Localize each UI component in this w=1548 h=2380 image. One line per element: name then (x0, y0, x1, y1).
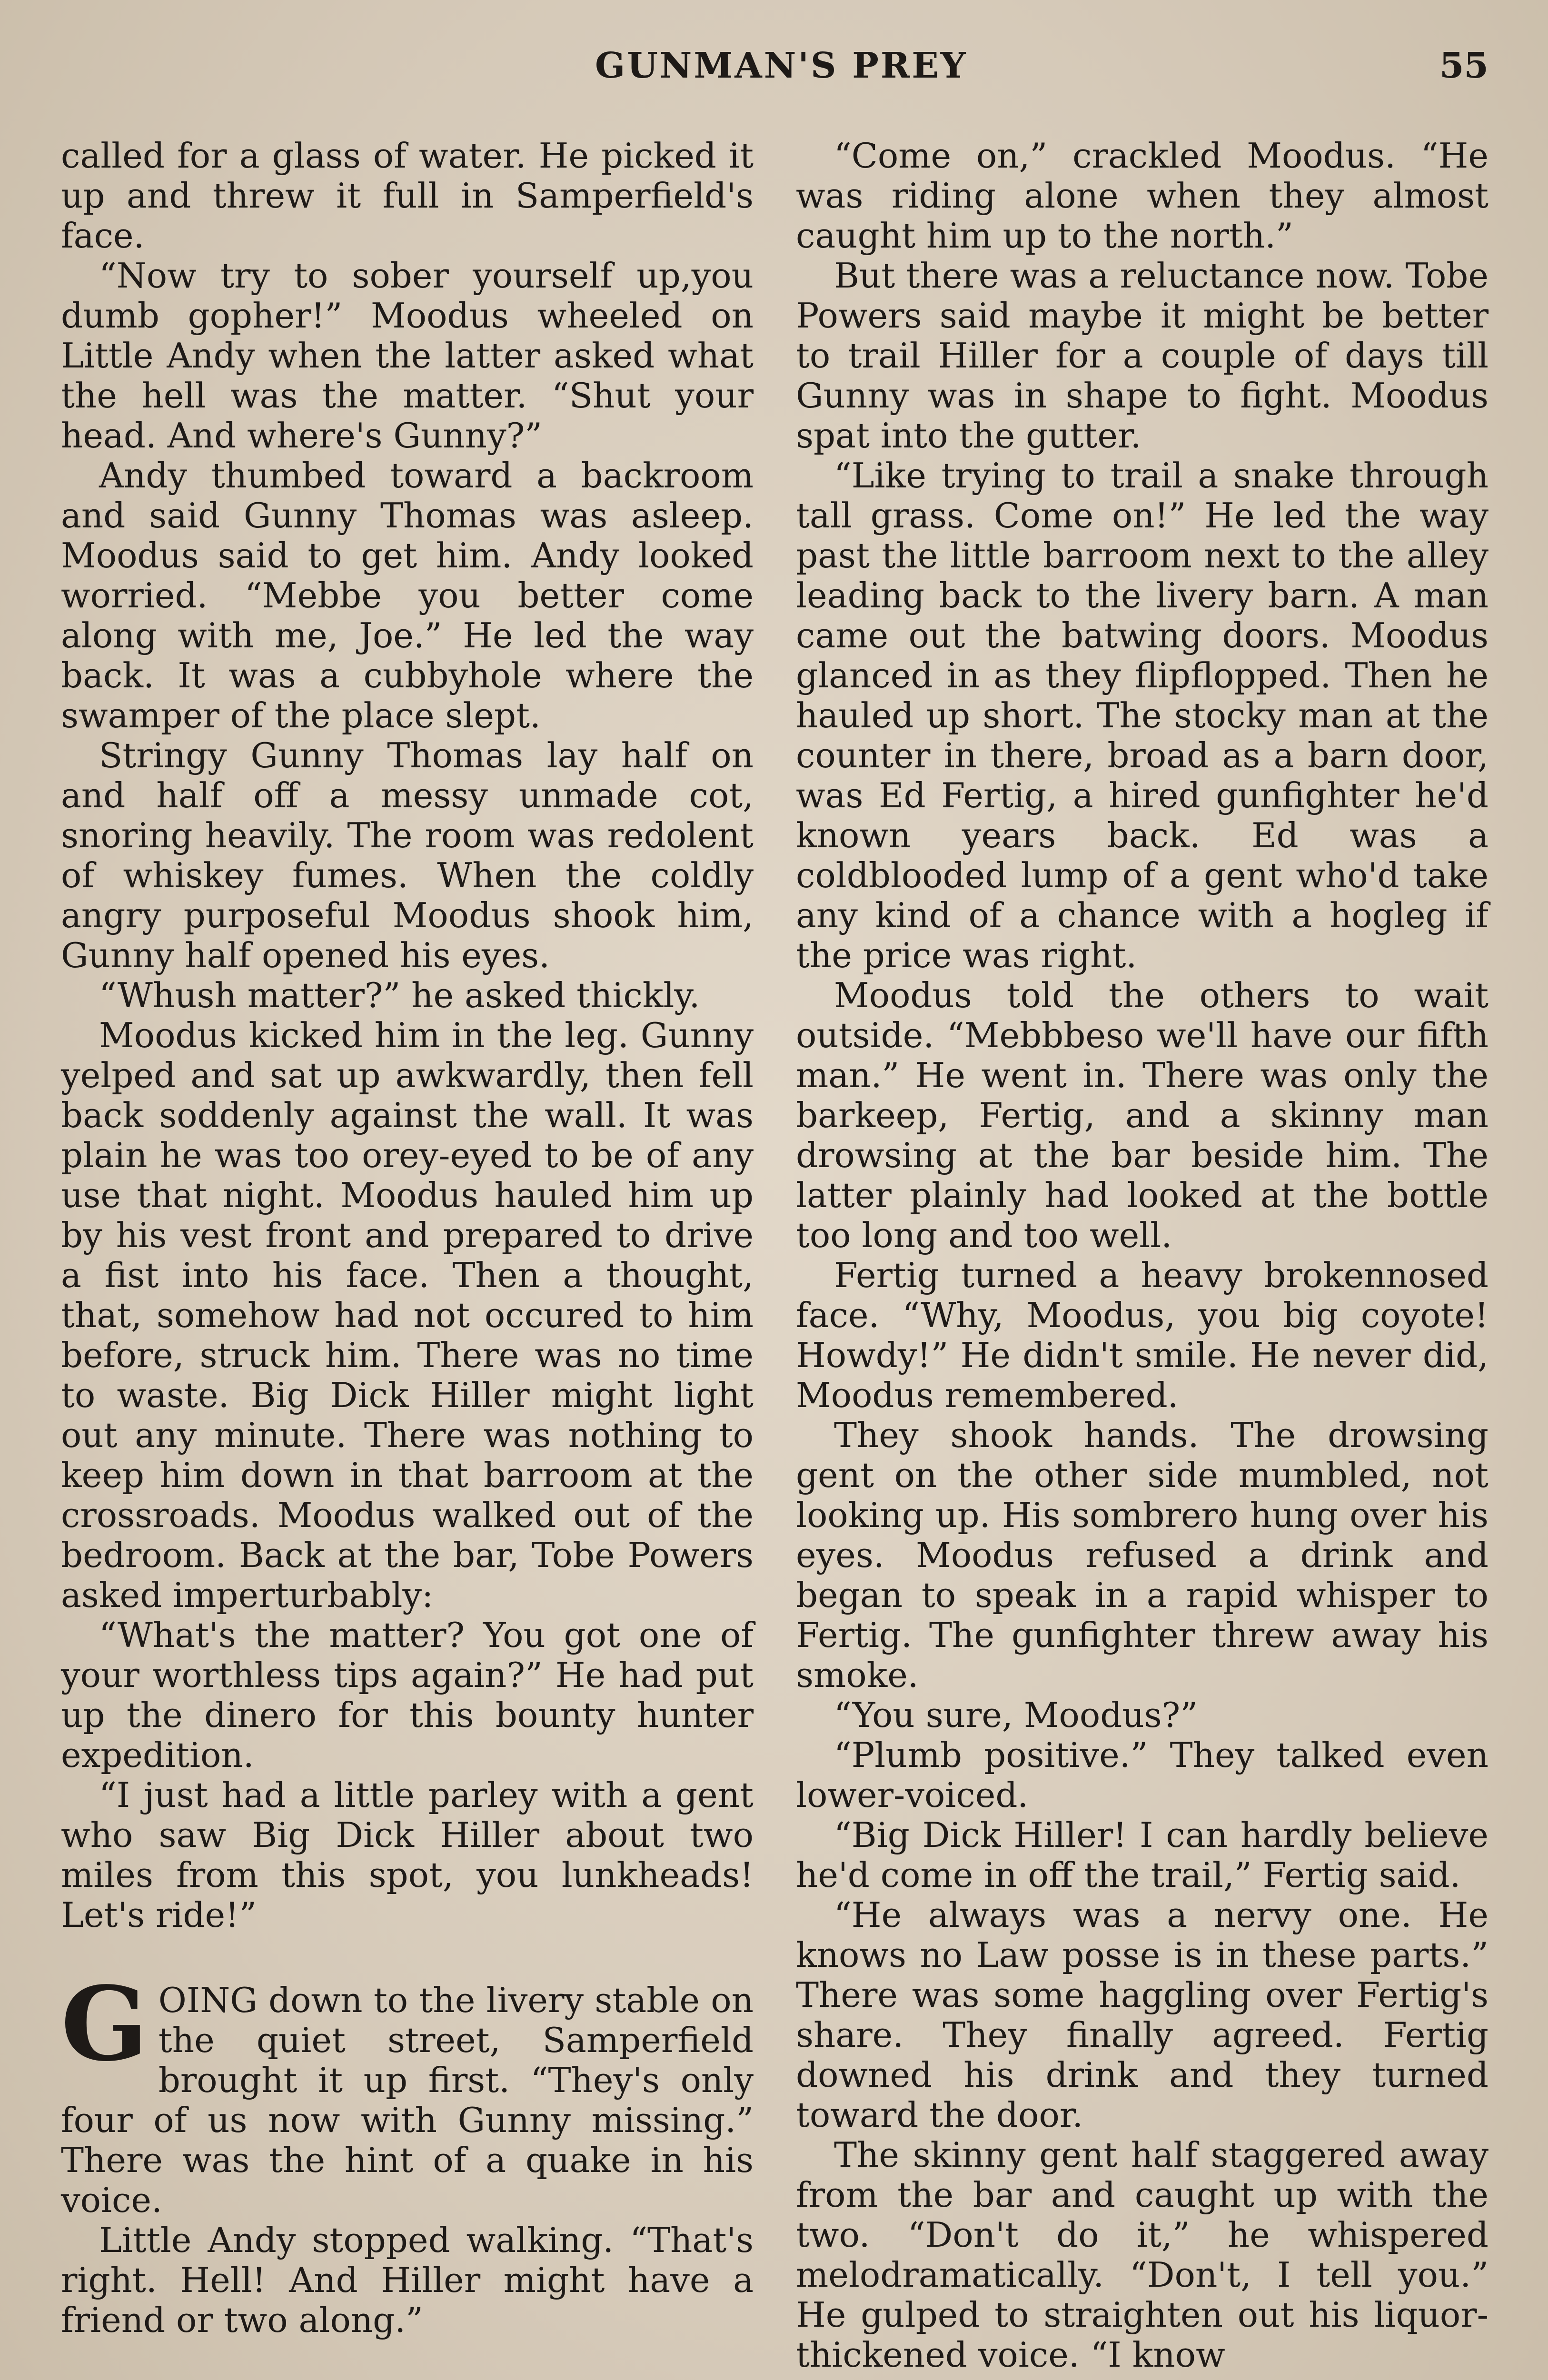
paragraph: Stringy Gunny Thomas lay half on and half off a messy unmade cot, snoring heavily. The room was redolent of whiskey fumes. When the coldly angry purposeful Moodus shook him, Gunny half opened his eyes. (61, 735, 754, 975)
section-break (61, 1935, 754, 1980)
paragraph: Moodus kicked him in the leg. Gunny yelped and sat up awkwardly, then fell back soddenly against the wall. It was plain he was too orey-eyed to be of any use that night. Moodus hauled him up by his vest front and prepared to drive a fist into his face. Then a thought, that, somehow had not occured to him before, struck him. There was no time to waste. Big Dick Hiller might light out any minute. There was nothing to keep him down in that barroom at the crossroads. Moodus walked out of the bedroom. Back at the bar, Tobe Powers asked imperturbably: (61, 1015, 754, 1615)
paragraph: “Like trying to trail a snake through tall grass. Come on!” He led the way past the little barroom next to the alley leading back to the livery barn. A man came out the batwing doors. Moodus glanced in as they flipflopped. Then he hauled up short. The stocky man at the counter in there, broad as a barn door, was Ed Fertig, a hired gunfighter he'd known years back. Ed was a coldblooded lump of a gent who'd take any kind of a chance with a hogleg if the price was right. (796, 456, 1488, 975)
paragraph: “Come on,” crackled Moodus. “He was riding alone when they almost caught him up to the north.” (796, 136, 1488, 256)
paragraph: Fertig turned a heavy brokennosed face. “Why, Moodus, you big coyote! Howdy!” He didn't smile. He never did, Moodus remembered. (796, 1255, 1488, 1415)
page-number: 55 (1439, 45, 1488, 86)
section-opening-paragraph (61, 1964, 754, 2220)
paragraph: “I just had a little parley with a gent who saw Big Dick Hiller about two miles from this spot, you lunkheads! Let's ride!” (61, 1775, 754, 1935)
paragraph: “What's the matter? You got one of your worthless tips again?” He had put up the dinero for this bounty hunter expedition. (61, 1615, 754, 1775)
paragraph: The skinny gent half staggered away from the bar and caught up with the two. “Don't do it,” he whispered melodramatically. “Don't, I tell you.” He gulped to straighten out his liquor-thickened voice. “I know (796, 2135, 1488, 2375)
drop-cap: G (61, 1964, 148, 2084)
running-title: GUNMAN'S PREY (595, 45, 968, 86)
paragraph: “He always was a nervy one. He knows no Law posse is in these parts.” There was some haggling over Fertig's share. They finally agreed. Fertig downed his drink and they turned toward the door. (796, 1895, 1488, 2135)
paragraph: called for a glass of water. He picked it up and threw it full in Samperfield's face. (61, 136, 754, 256)
section-opening-text: OING down to the livery stable on the quiet street, Samperfield brought it up first. “They's only four of us now with Gunny missing.” There was the hint of a quake in his voice. (61, 1980, 754, 2220)
paragraph: They shook hands. The drowsing gent on the other side mumbled, not looking up. His sombrero hung over his eyes. Moodus refused a drink and began to speak in a rapid whisper to Fertig. The gunfighter threw away his smoke. (796, 1415, 1488, 1695)
paragraph: Moodus told the others to wait outside. “Mebbbeso we'll have our fifth man.” He went in. There was only the barkeep, Fertig, and a skinny man drowsing at the bar beside him. The latter plainly had looked at the bottle too long and too well. (796, 975, 1488, 1255)
paragraph: “Now try to sober yourself up,you dumb gopher!” Moodus wheeled on Little Andy when the latter asked what the hell was the matter. “Shut your head. And where's Gunny?” (61, 256, 754, 456)
paragraph: Andy thumbed toward a backroom and said Gunny Thomas was asleep. Moodus said to get him. Andy looked worried. “Mebbe you better come along with me, Joe.” He led the way back. It was a cubbyhole where the swamper of the place slept. (61, 456, 754, 735)
left-column (61, 136, 754, 2340)
paragraph: But there was a reluctance now. Tobe Powers said maybe it might be better to trail Hiller for a couple of days till Gunny was in shape to fight. Moodus spat into the gutter. (796, 256, 1488, 456)
right-column (796, 136, 1488, 2375)
paragraph: “You sure, Moodus?” (834, 1695, 1198, 1735)
paragraph: “Big Dick Hiller! I can hardly believe he'd come in off the trail,” Fertig said. (796, 1815, 1488, 1895)
paragraph: “Whush matter?” he asked thickly. (99, 975, 700, 1015)
page-header (0, 45, 1548, 98)
paragraph: “Plumb positive.” They talked even lower-voiced. (796, 1735, 1488, 1815)
paragraph: Little Andy stopped walking. “That's right. Hell! And Hiller might have a friend or two along.” (61, 2220, 754, 2340)
